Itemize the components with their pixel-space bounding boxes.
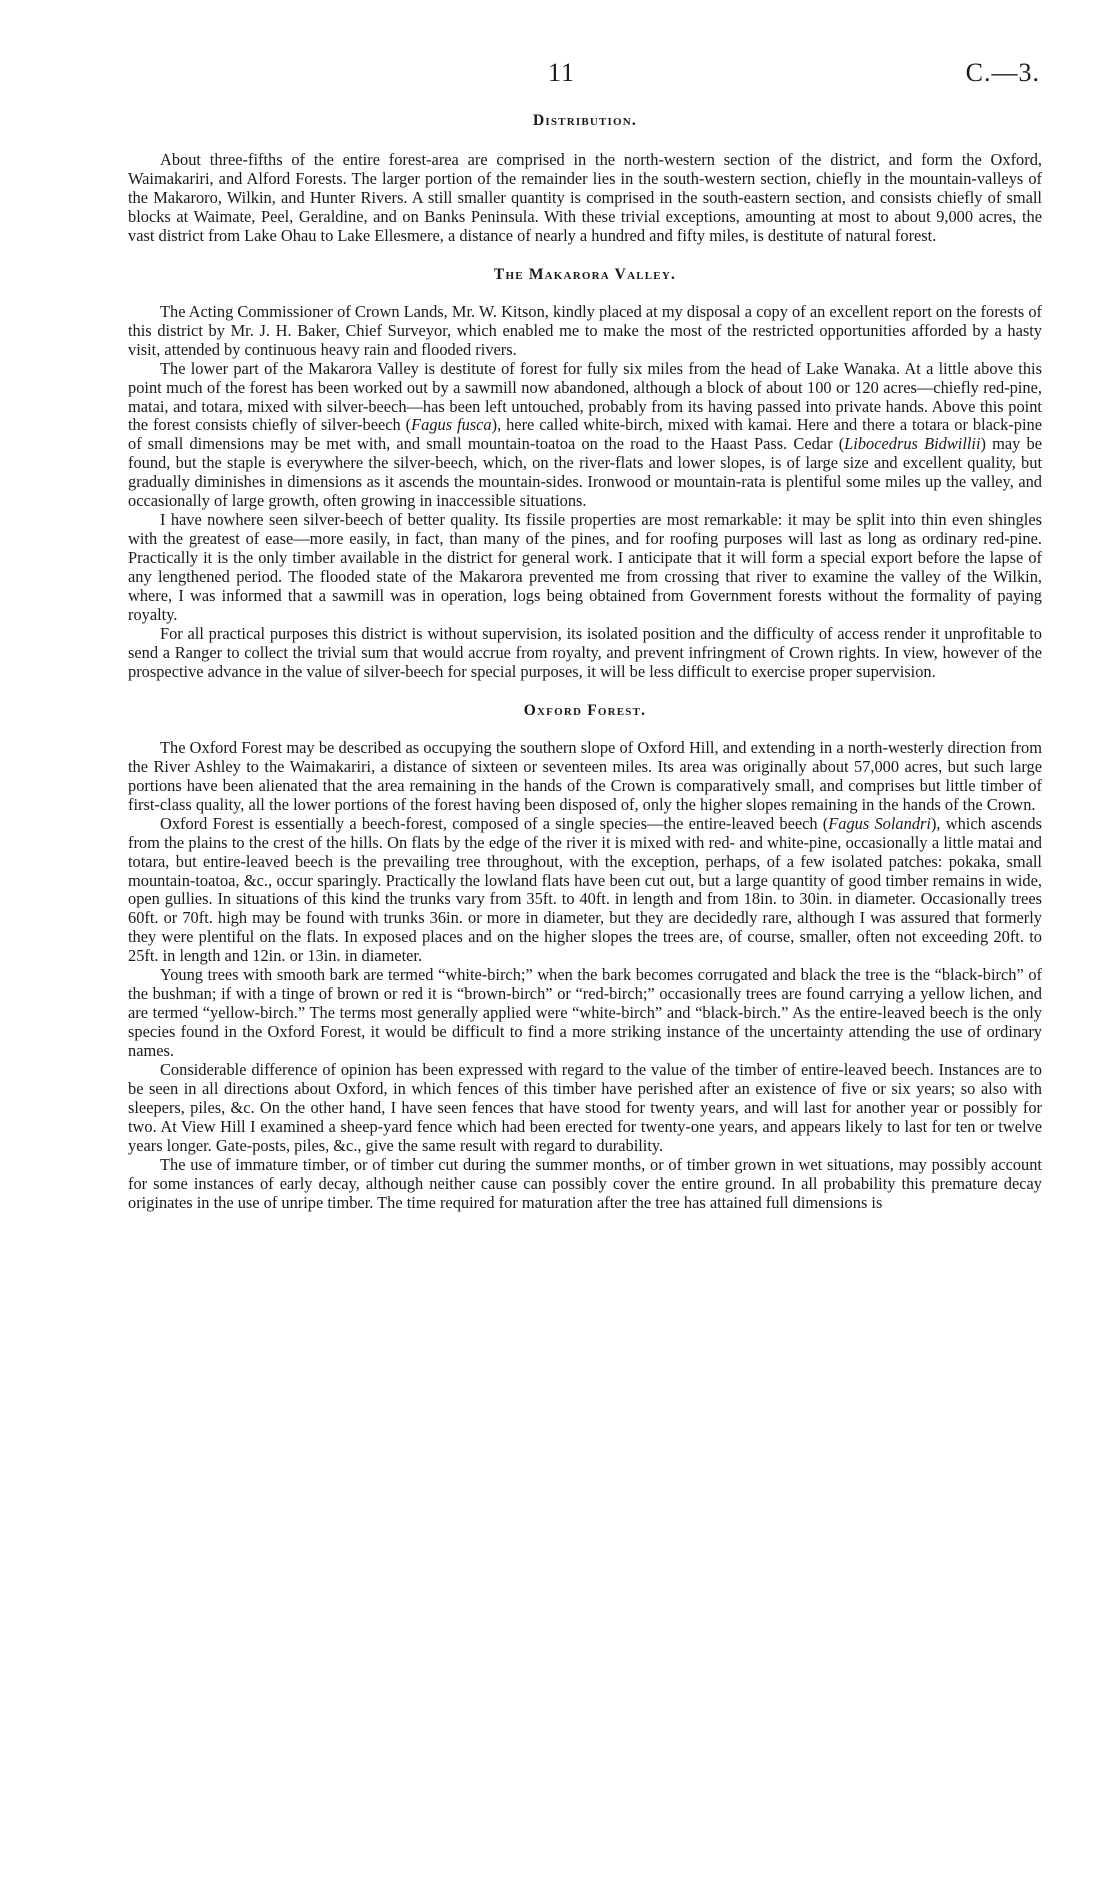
paragraph: For all practical purposes this district is without supervision, its isolated position and the difficulty of access render it unprofitable to send a Ranger to collect the trivial sum that would accrue from royalty, and prevent infringment of Crown rights. In view, however of the prospective advance in the value of silver-beech for special purposes, it will be less difficult to exercise proper supervision. [128,623,1042,681]
paragraph-text: The lower part of the Makarora Valley is destitute of forest for fully six miles from the head of Lake Wanaka. At a little above this point much of the forest has been worked out by a sawmill now abandoned, although a block of about 100 or 120 acres—chiefly red-pine, matai, and totara, mixed with silver-beech—has been left untouched, probably from its having passed into private hands. Above this point the forest consists chiefly of silver-beech ( [128,358,1042,435]
paragraph-text: ), here called white-birch, mixed with kamai. Here and there a totara or black-pine of small dimensions may be met with, and small mountain-toatoa on the road to the Haast Pass. Cedar ( [128,415,1042,454]
paragraph: Young trees with smooth bark are termed “white-birch;” when the bark becomes corrugated and black the tree is the “black-birch” of the bushman; if with a tinge of brown or red it is “brown-birch” or “red-birch;” occasionally trees are found carrying a yellow lichen, and are termed “yellow-birch.” The terms most generally applied were “white-birch” and “black-birch.” As the entire-leaved beech is the only species found in the Oxford Forest, it would be difficult to find a more striking instance of the uncertainty attending the use of ordinary names. [128,965,1042,1061]
species-name: Fagus Solandri [828,813,931,833]
paragraph: Considerable difference of opinion has been expressed with regard to the value of the timber of entire-leaved beech. Instances are to be seen in all directions about Oxford, in which fences of this timber have perished after an existence of five or six years; so also with sleepers, piles, &c. On the other hand, I have seen fences that have stood for twenty years, and will last for another year or possibly for two. At View Hill I examined a sheep-yard fence which had been erected for twenty-one years, and appears likely to last for ten or twelve years longer. Gate-posts, piles, &c., give the same result with regard to durability. [128,1060,1042,1155]
page-header [0,58,1114,92]
paragraph: The use of immature timber, or of timber cut during the summer months, or of timber grown in wet situations, may possibly account for some instances of early decay, although neither cause can possibly cover the entire ground. In all probability this premature decay originates in the use of unripe timber. The time required for maturation after the tree has attained full dimensions is [128,1154,1042,1212]
section-heading-makarora-valley: The Makarora Valley. [493,265,677,283]
page-number: 11 [548,58,576,87]
paragraph: The Acting Commissioner of Crown Lands, Mr. W. Kitson, kindly placed at my disposal a copy of an excellent report on the forests of this district by Mr. J. H. Baker, Chief Surveyor, which enabled me to make the most of the restricted opportunities afforded by a hasty visit, attended by continuous heavy rain and flooded rivers. [128,301,1042,359]
section-heading-oxford-forest: Oxford Forest. [523,701,647,719]
paragraph: About three-fifths of the entire forest-area are comprised in the north-western section of the district, and form the Oxford, Waimakariri, and Alford Forests. The larger portion of the remainder lies in the south-western section, chiefly in the mountain-valleys of the Makaroro, Wilkin, and Hunter Rivers. A still smaller quantity is comprised in the south-eastern section, and consists chiefly of small blocks at Waimate, Peel, Geraldine, and on Banks Peninsula. With these trivial exceptions, amounting at most to about 9,000 acres, the vast district from Lake Ohau to Lake Ellesmere, a distance of nearly a hundred and fifty miles, is destitute of natural forest. [128,150,1042,245]
paragraph-text: ), which ascends from the plains to the crest of the hills. On flats by the edge of the river it is mixed with red- and white-pine, occasionally a little matai and totara, but entire-leaved beech is the prevailing tree throughout, with the exception, perhaps, of a few isolated patches: pokaka, small mountain-toatoa, &c., occur sparingly. Practically the lowland flats have been cut out, but a large quantity of good timber remains in wide, open gullies. In situations of this kind the trunks vary from 35ft. to 40ft. in length and from 18in. to 30in. in diameter. Occasionally trees 60ft. or 70ft. high may be found with trunks 36in. or more in diameter, but they are decidedly rare, although I was assured that formerly they were plentiful on the flats. In exposed places and on the higher slopes the trees are, of course, smaller, often not exceeding 20ft. to 25ft. in length and 12in. or 13in. in diameter. [128,813,1042,966]
paragraph-text: ) may be found, but the staple is everywhere the silver-beech, which, on the river-flats and lower slopes, is of large size and excellent quality, but gradually diminishes in dimensions as it ascends the mountain-sides. Ironwood or mountain-rata is plentiful some miles up the valley, and occasionally of large growth, often growing in inaccessible situations. [128,434,1042,511]
paragraph [128,360,1042,512]
species-name: Fagus fusca [411,415,492,435]
paragraph: The Oxford Forest may be described as occupying the southern slope of Oxford Hill, and extending in a north-westerly direction from the River Ashley to the Waimakariri, a distance of sixteen or seventeen miles. Its area was originally about 57,000 acres, but such large portions have been alienated that the area remaining in the hands of the Crown is comparatively small, and comprises but little timber of first-class quality, all the lower portions of the forest having been disposed of, only the higher slopes remaining in the hands of the Crown. [128,737,1042,814]
paragraph-text: Oxford Forest is essentially a beech-forest, composed of a single species—the entire-leaved beech ( [160,813,829,833]
page-reference: C.—3. [965,58,1040,87]
paragraph: I have nowhere seen silver-beech of better quality. Its fissile properties are most remarkable: it may be split into thin even shingles with the greatest of ease—more easily, in fact, than many of the pines, and for roofing purposes will last as long as ordinary red-pine. Practically it is the only timber available in the district for general work. I anticipate that it will form a special export before the lapse of any lengthened period. The flooded state of the Makarora prevented me from crossing that river to examine the valley of the Wilkin, where, I was informed that a sawmill was in operation, logs being obtained from Government forests without the formality of paying royalty. [128,510,1042,625]
paragraph [128,815,1042,967]
section-heading-distribution: Distribution. [532,112,638,129]
body-text [128,111,1042,1213]
species-name: Libocedrus Bidwillii [844,434,981,454]
